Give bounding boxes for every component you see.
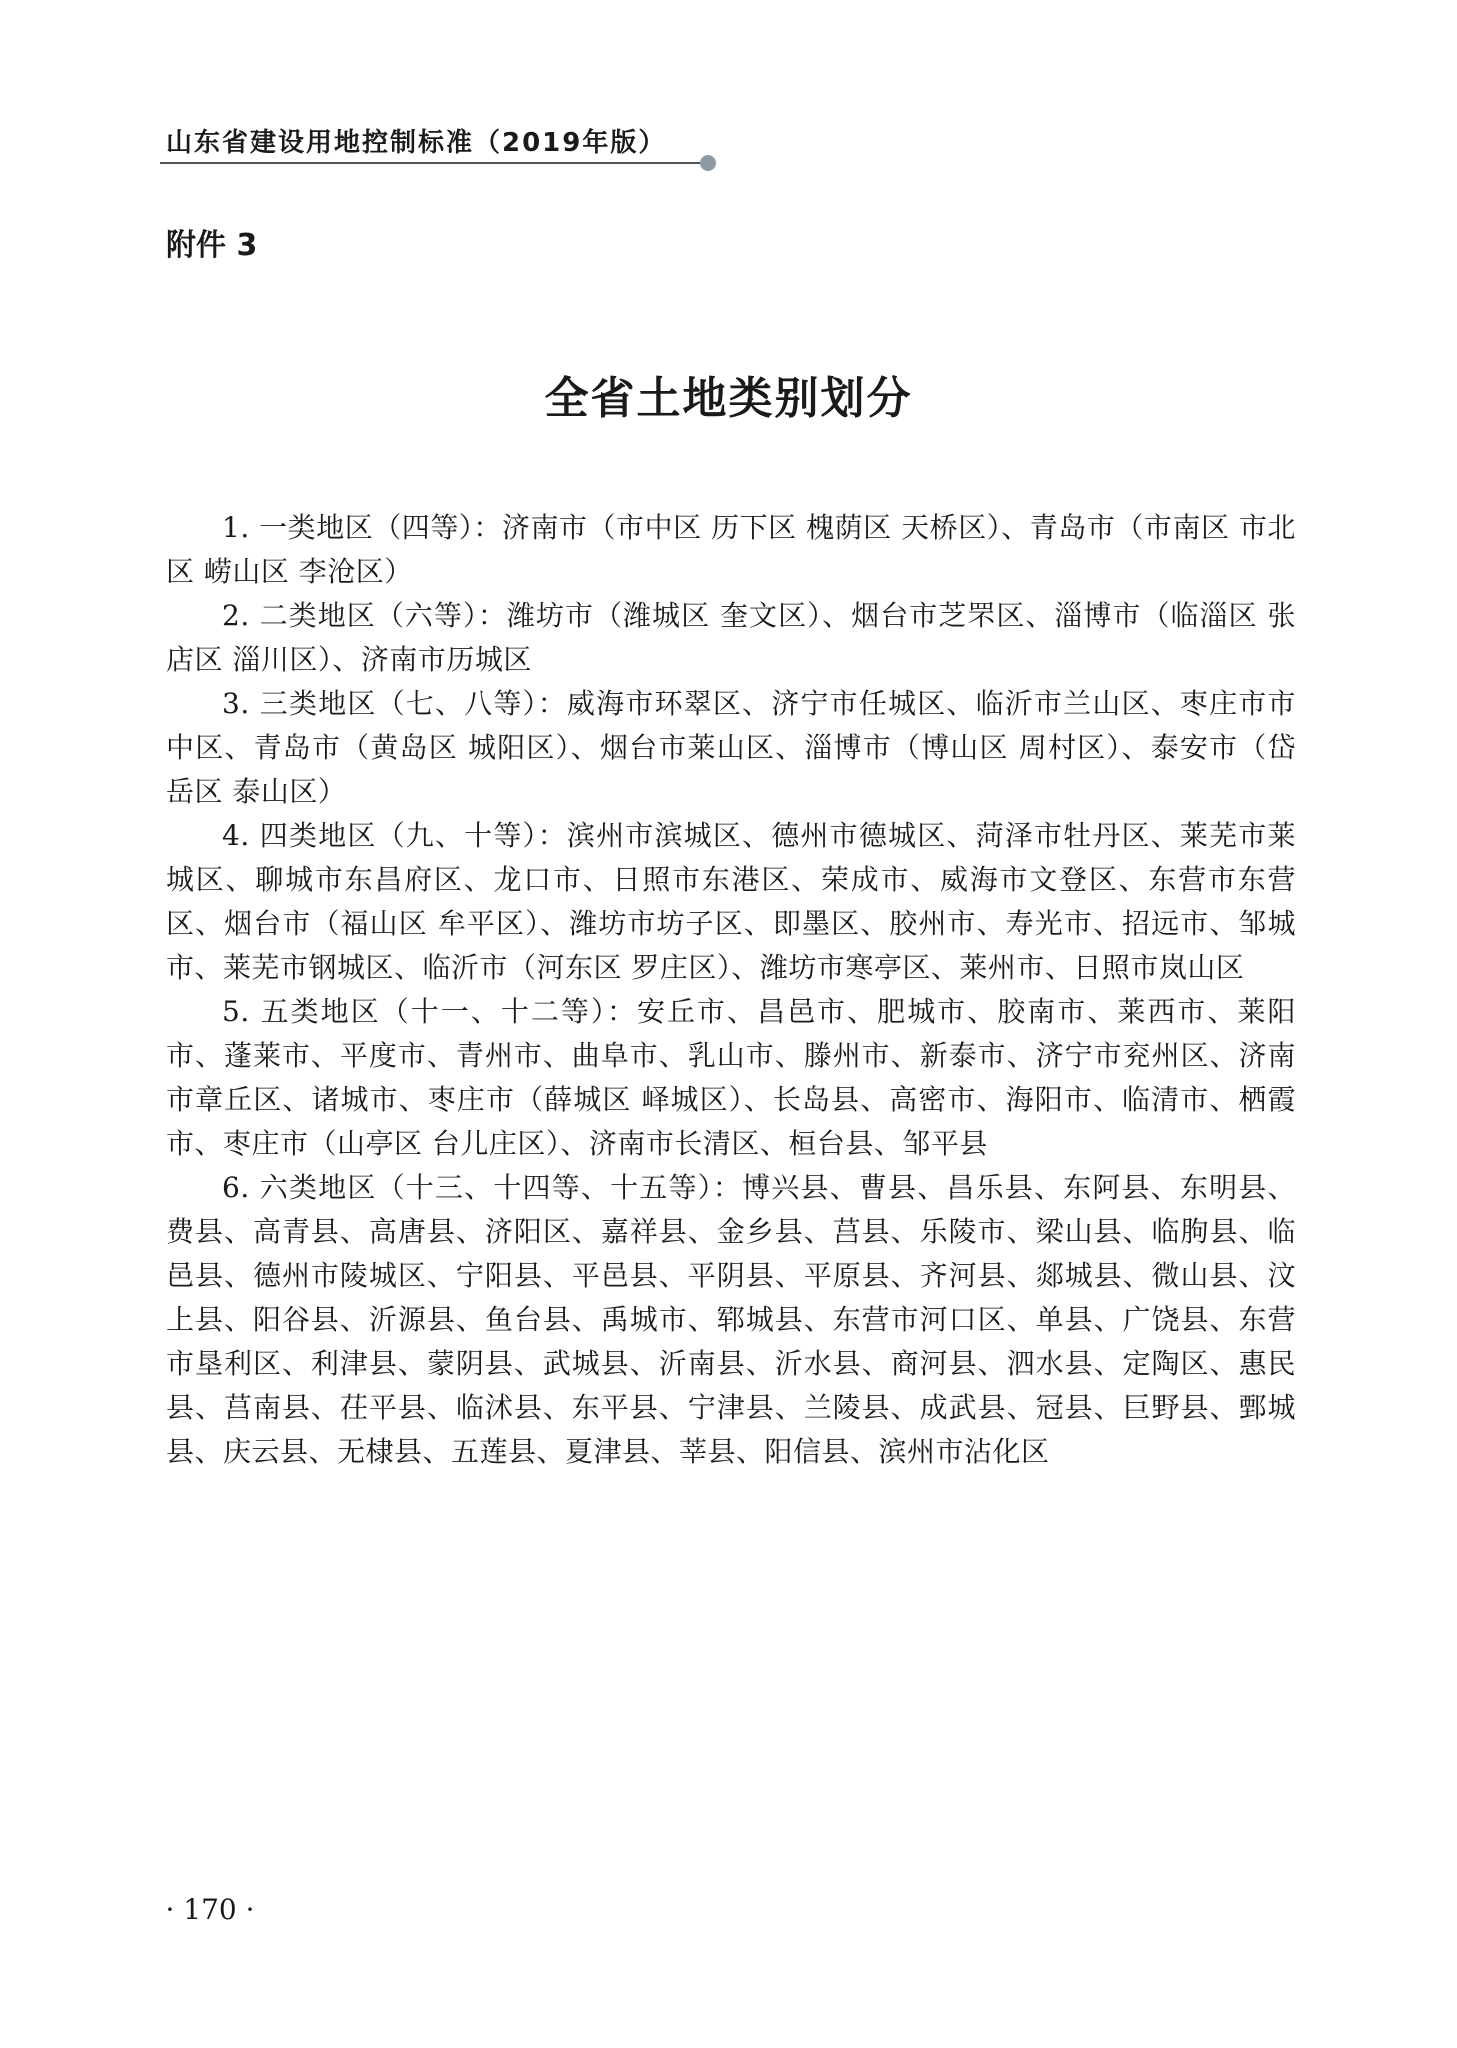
page-number: · 170 · [165,1893,255,1926]
paragraph-6: 6. 六类地区（十三、十四等、十五等）：博兴县、曹县、昌乐县、东阿县、东明县、费县、高青县、高唐县、济阳区、嘉祥县、金乡县、莒县、乐陵市、梁山县、临朐县、临邑县、德州市陵城区、宁阳县、平邑县、平阴县、平原县、齐河县、郯城县、微山县、汶上县、阳谷县、沂源县、鱼台县、禹城市、郓城县、东营市河口区、单县、广饶县、东营市垦利区、利津县、蒙阴县、武城县、沂南县、沂水县、商河县、泗水县、定陶区、惠民县、莒南县、茌平县、临沭县、东平县、宁津县、兰陵县、成武县、冠县、巨野县、鄄城县、庆云县、无棣县、五莲县、夏津县、莘县、阳信县、滨州市沾化区 [166,1171,1296,1468]
content-body [166,506,1296,1474]
header-dot [700,155,716,171]
page-title: 全省土地类别划分 [544,373,913,424]
paragraph-5: 5. 五类地区（十一、十二等）：安丘市、昌邑市、肥城市、胶南市、莱西市、莱阳市、蓬莱市、平度市、青州市、曲阜市、乳山市、滕州市、新泰市、济宁市兖州区、济南市章丘区、诸城市、枣庄市（薛城区 峄城区）、长岛县、高密市、海阳市、临清市、栖霞市、枣庄市（山亭区 台儿庄区）、济南市长清区、桓台县、邹平县 [166,995,1296,1160]
paragraph-3: 3. 三类地区（七、八等）：威海市环翠区、济宁市任城区、临沂市兰山区、枣庄市市中区、青岛市（黄岛区 城阳区）、烟台市莱山区、淄博市（博山区 周村区）、泰安市（岱岳区 泰山区） [166,687,1296,808]
header-rule [160,162,705,164]
running-header: 山东省建设用地控制标准（2019年版） [166,128,667,158]
attachment-label: 附件 3 [166,228,258,263]
paragraph-2: 2. 二类地区（六等）：潍坊市（潍城区 奎文区）、烟台市芝罘区、淄博市（临淄区 张店区 淄川区）、济南市历城区 [166,599,1296,676]
paragraph-1: 1. 一类地区（四等）：济南市（市中区 历下区 槐荫区 天桥区）、青岛市（市南区 市北区 崂山区 李沧区） [166,511,1296,588]
paragraph-4: 4. 四类地区（九、十等）：滨州市滨城区、德州市德城区、菏泽市牡丹区、莱芜市莱城区、聊城市东昌府区、龙口市、日照市东港区、荣成市、威海市文登区、东营市东营区、烟台市（福山区 牟平区）、潍坊市坊子区、即墨区、胶州市、寿光市、招远市、邹城市、莱芜市钢城区、临沂市（河东区 罗庄区）、潍坊市寒亭区、莱州市、日照市岚山区 [166,819,1296,984]
